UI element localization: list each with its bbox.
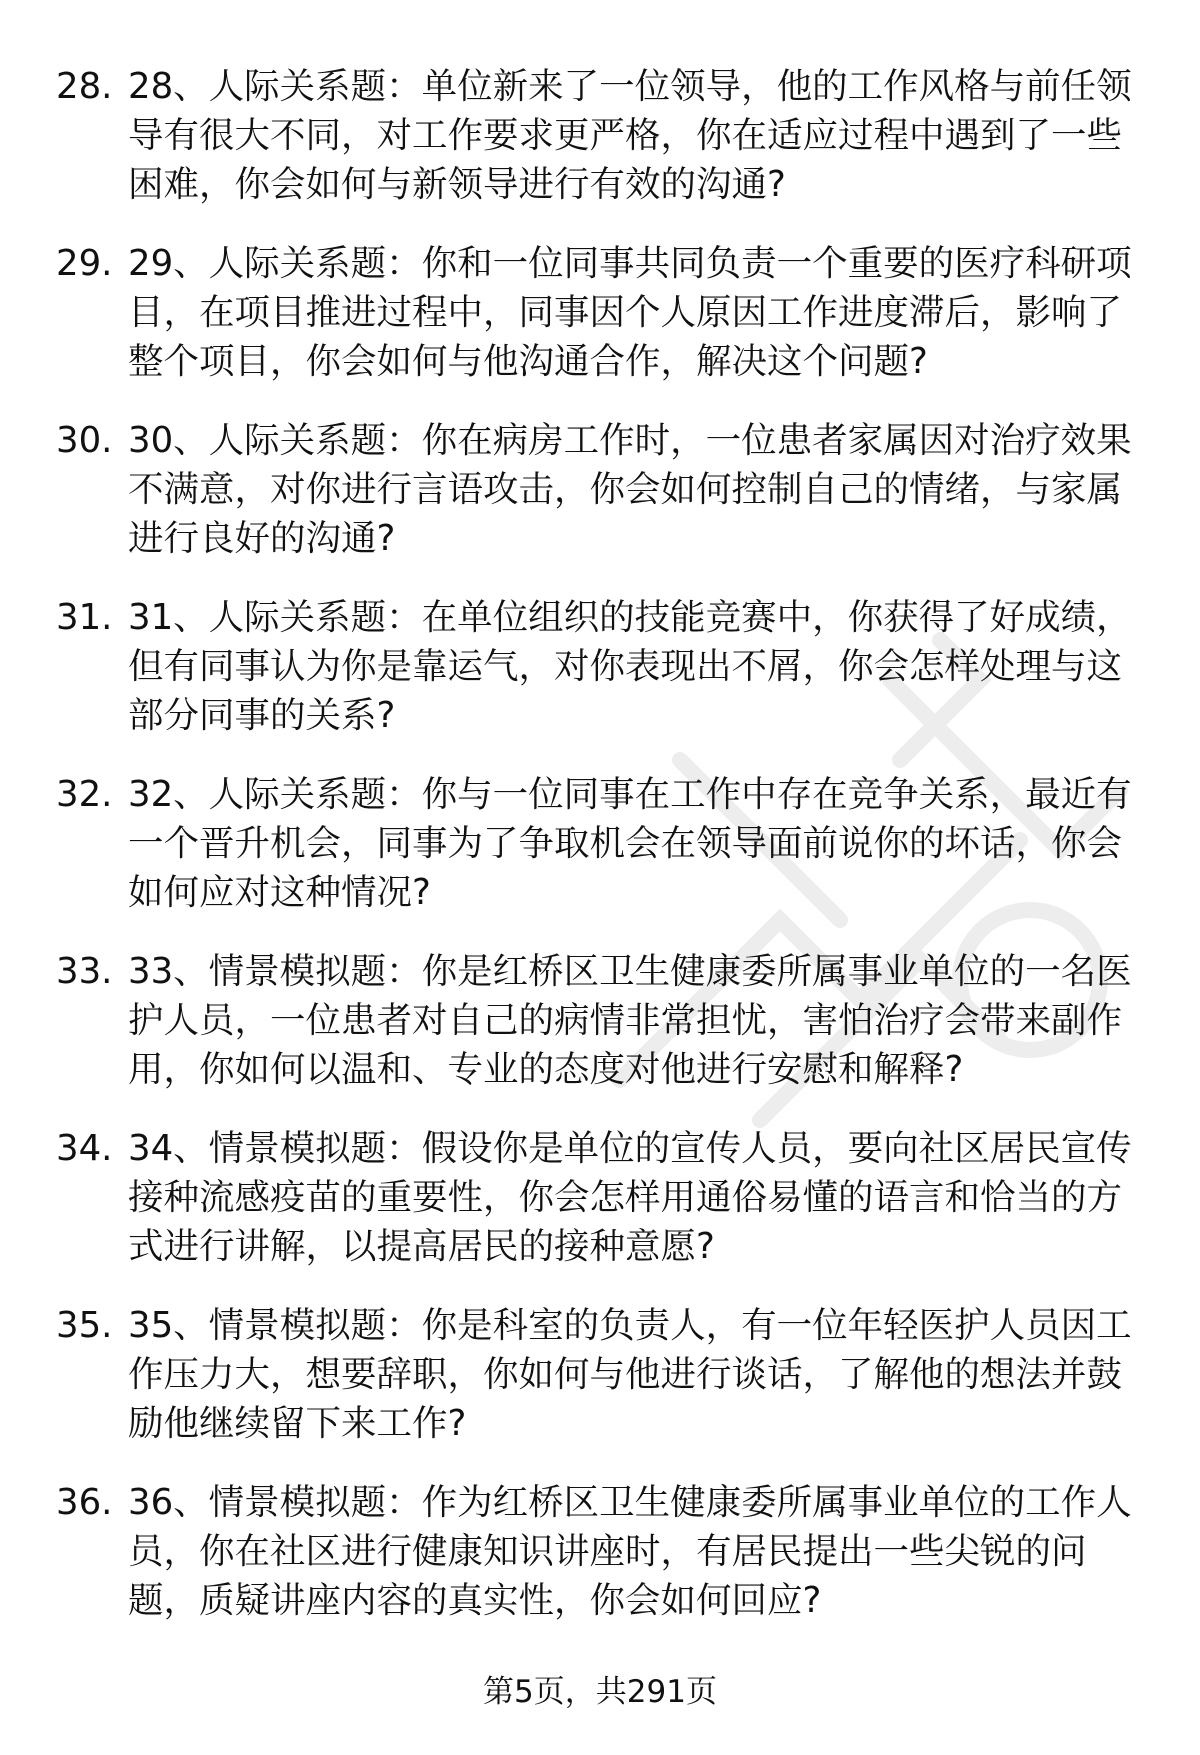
question-text: 29、人际关系题：你和一位同事共同负责一个重要的医疗科研项目，在项目推进过程中，同事因个人原因工作进度滞后，影响了整个项目，你会如何与他沟通合作，解决这个问题? <box>128 243 1132 382</box>
question-item-28 <box>56 62 1146 209</box>
question-number: 28. <box>56 66 113 107</box>
question-item-31 <box>56 593 1146 740</box>
question-item-36 <box>56 1478 1146 1625</box>
question-number: 32. <box>56 774 113 815</box>
question-item-33 <box>56 947 1146 1094</box>
question-item-29 <box>56 239 1146 386</box>
question-item-32 <box>56 770 1146 917</box>
question-number: 31. <box>56 597 113 638</box>
question-text: 36、情景模拟题：作为红桥区卫生健康委所属事业单位的工作人员，你在社区进行健康知识讲座时，有居民提出一些尖锐的问题，质疑讲座内容的真实性，你会如何回应? <box>128 1482 1132 1621</box>
question-item-30 <box>56 416 1146 563</box>
question-text: 34、情景模拟题：假设你是单位的宣传人员，要向社区居民宣传接种流感疫苗的重要性，你会怎样用通俗易懂的语言和恰当的方式进行讲解，以提高居民的接种意愿? <box>128 1128 1132 1267</box>
question-text: 30、人际关系题：你在病房工作时，一位患者家属因对治疗效果不满意，对你进行言语攻击，你会如何控制自己的情绪，与家属进行良好的沟通? <box>128 420 1132 559</box>
question-text: 32、人际关系题：你与一位同事在工作中存在竞争关系，最近有一个晋升机会，同事为了争取机会在领导面前说你的坏话，你会如何应对这种情况? <box>128 774 1132 913</box>
question-number: 29. <box>56 243 113 284</box>
question-number: 35. <box>56 1305 113 1346</box>
question-text: 33、情景模拟题：你是红桥区卫生健康委所属事业单位的一名医护人员，一位患者对自己的病情非常担忧，害怕治疗会带来副作用，你如何以温和、专业的态度对他进行安慰和解释? <box>128 951 1132 1090</box>
question-text: 35、情景模拟题：你是科室的负责人，有一位年轻医护人员因工作压力大，想要辞职，你如何与他进行谈话，了解他的想法并鼓励他继续留下来工作? <box>128 1305 1132 1444</box>
question-number: 33. <box>56 951 113 992</box>
question-list <box>56 62 1146 1655</box>
page-indicator: 第5页，共291页 <box>483 1674 717 1710</box>
question-item-35 <box>56 1301 1146 1448</box>
question-number: 30. <box>56 420 113 461</box>
question-text: 28、人际关系题：单位新来了一位领导，他的工作风格与前任领导有很大不同，对工作要求更严格，你在适应过程中遇到了一些困难，你会如何与新领导进行有效的沟通? <box>128 66 1132 205</box>
question-item-34 <box>56 1124 1146 1271</box>
question-text: 31、人际关系题：在单位组织的技能竞赛中，你获得了好成绩，但有同事认为你是靠运气，对你表现出不屑，你会怎样处理与这部分同事的关系? <box>128 597 1132 736</box>
question-number: 34. <box>56 1128 113 1169</box>
page-footer <box>0 1672 1200 1712</box>
question-number: 36. <box>56 1482 113 1523</box>
